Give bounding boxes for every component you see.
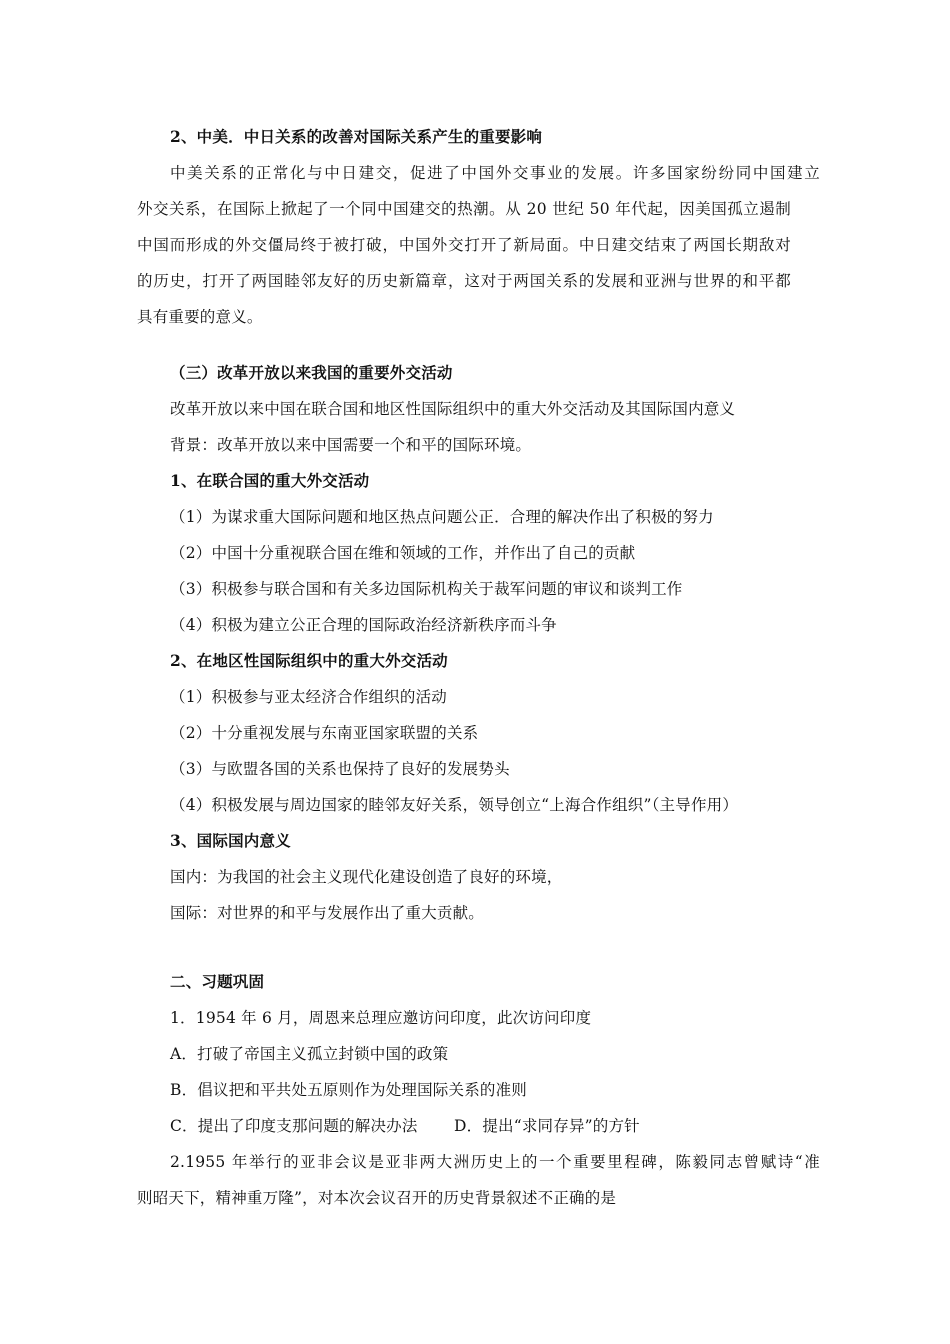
un-item-3: （3）积极参与联合国和有关多边国际机构关于裁军问题的审议和谈判工作 <box>170 580 683 598</box>
section-2-paragraph-line-2: 外交关系，在国际上掀起了一个同中国建交的热潮。从 20 世纪 50 年代起，因美国孤立遏制 <box>137 200 791 218</box>
regional-item-4: （4）积极发展与周边国家的睦邻友好关系，领导创立“上海合作组织”（主导作用） <box>170 796 739 814</box>
section-2-heading: 2、中美．中日关系的改善对国际关系产生的重要影响 <box>170 127 543 146</box>
question-1-stem: 1．1954 年 6 月，周恩来总理应邀访问印度，此次访问印度 <box>170 1009 592 1027</box>
regional-activities-heading: 2、在地区性国际组织中的重大外交活动 <box>170 651 448 670</box>
un-item-2: （2）中国十分重视联合国在维和领域的工作，并作出了自己的贡献 <box>170 544 636 562</box>
regional-item-2: （2）十分重视发展与东南亚国家联盟的关系 <box>170 724 479 742</box>
un-item-1: （1）为谋求重大国际问题和地区热点问题公正．合理的解决作出了积极的努力 <box>170 508 714 526</box>
exercises-heading: 二、习题巩固 <box>170 972 265 991</box>
section-2-paragraph-line-5: 具有重要的意义。 <box>137 308 263 326</box>
significance-international: 国际：对世界的和平与发展作出了重大贡献。 <box>170 904 485 922</box>
part-3-heading: （三）改革开放以来我国的重要外交活动 <box>170 363 453 382</box>
question-1-option-c: C．提出了印度支那问题的解决办法 <box>170 1117 418 1135</box>
significance-domestic: 国内：为我国的社会主义现代化建设创造了良好的环境， <box>170 868 563 886</box>
question-1-option-b: B．倡议把和平共处五原则作为处理国际关系的准则 <box>170 1081 527 1099</box>
section-2-paragraph-line-3: 中国而形成的外交僵局终于被打破，中国外交打开了新局面。中日建交结束了两国长期敌对 <box>137 236 791 254</box>
question-2-stem-line-1: 2.1955 年举行的亚非会议是亚非两大洲历史上的一个重要里程碑，陈毅同志曾赋诗“准 <box>170 1153 820 1171</box>
un-item-4: （4）积极为建立公正合理的国际政治经济新秩序而斗争 <box>170 616 557 634</box>
question-2-stem-line-2: 则昭天下，精神重万隆”，对本次会议召开的历史背景叙述不正确的是 <box>137 1189 617 1207</box>
part-3-intro: 改革开放以来中国在联合国和地区性国际组织中的重大外交活动及其国际国内意义 <box>170 400 736 418</box>
part-3-background: 背景：改革开放以来中国需要一个和平的国际环境。 <box>170 436 532 454</box>
section-2-paragraph-line-4: 的历史，打开了两国睦邻友好的历史新篇章，这对于两国关系的发展和亚洲与世界的和平都 <box>137 272 791 290</box>
un-activities-heading: 1、在联合国的重大外交活动 <box>170 471 370 490</box>
regional-item-1: （1）积极参与亚太经济合作组织的活动 <box>170 688 447 706</box>
question-1-option-a: A．打破了帝国主义孤立封锁中国的政策 <box>170 1045 449 1063</box>
significance-heading: 3、国际国内意义 <box>170 831 291 850</box>
section-2-paragraph-line-1: 中美关系的正常化与中日建交，促进了中国外交事业的发展。许多国家纷纷同中国建立 <box>170 164 820 182</box>
regional-item-3: （3）与欧盟各国的关系也保持了良好的发展势头 <box>170 760 510 778</box>
question-1-option-d: D．提出“求同存异”的方针 <box>454 1117 640 1135</box>
